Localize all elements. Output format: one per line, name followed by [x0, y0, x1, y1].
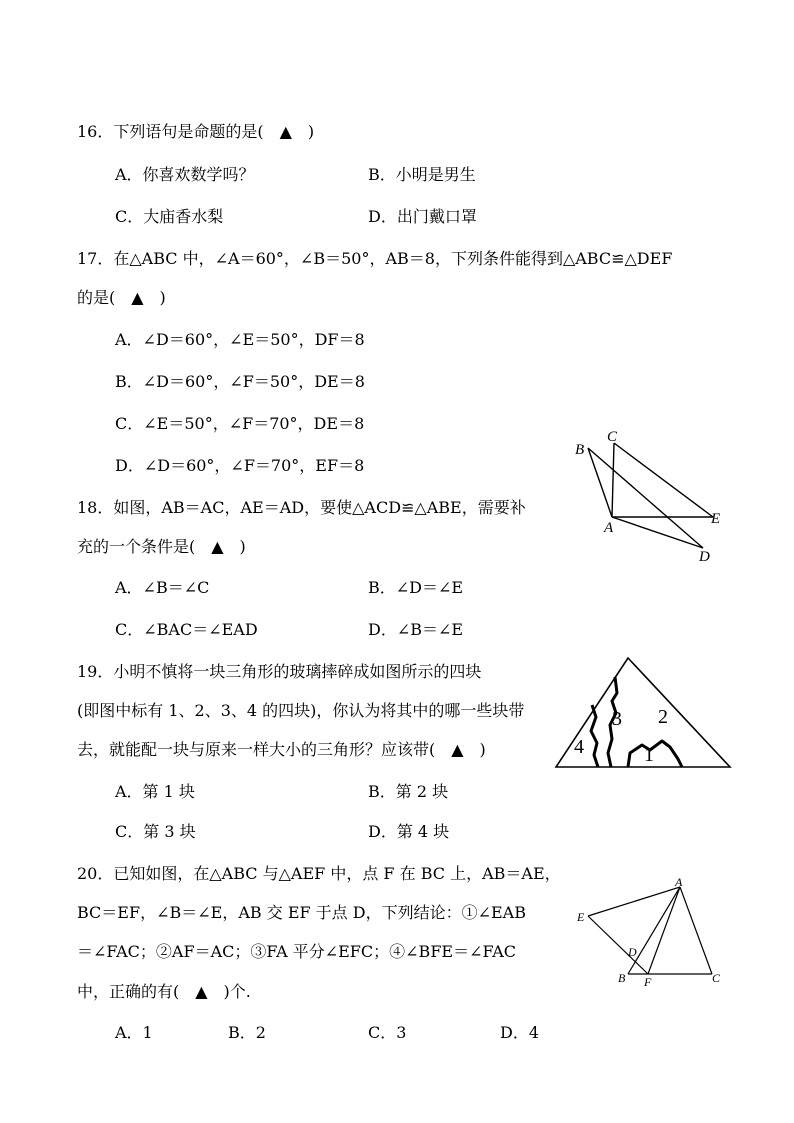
q20-option-c: C．3 [368, 1023, 407, 1042]
q16-option-c: C．大庙香水梨 [115, 207, 224, 226]
q17-option-b: B．∠D＝60°，∠F＝50°，DE＝8 [115, 372, 365, 391]
q18-label-e: E [711, 511, 721, 527]
q19-option-c: C．第 3 块 [115, 822, 196, 841]
q18-stem-line2: 充的一个条件是( ▲ ) [77, 537, 246, 556]
q19-label-3: 3 [612, 708, 622, 730]
q19-crack-bottom [628, 741, 682, 767]
q19-crack-right [591, 705, 598, 767]
q20-stem-line1: 20．已知如图，在△ABC 与△AEF 中，点 F 在 BC 上，AB＝AE， [77, 864, 561, 883]
q20-figure [574, 876, 734, 988]
q18-option-a: A．∠B＝∠C [115, 578, 210, 597]
q18-seg-ac [612, 443, 614, 517]
q18-seg-ad [612, 517, 703, 548]
q20-seg-ae [588, 887, 680, 916]
q20-label-a: A [675, 875, 683, 889]
q18-stem-line1: 18．如图，AB＝AC，AE＝AD，要使△ACD≌△ABE，需要补 [77, 498, 526, 517]
q18-label-b: B [575, 442, 585, 458]
q19-figure [554, 655, 734, 770]
q16-option-a: A．你喜欢数学吗？ [115, 165, 255, 184]
q18-label-a: A [604, 520, 614, 536]
q16-option-b: B．小明是男生 [368, 165, 476, 184]
q20-stem-line2: BC＝EF，∠B＝∠E，AB 交 EF 于点 D，下列结论：①∠EAB [77, 903, 526, 922]
q18-option-d: D．∠B＝∠E [368, 620, 464, 639]
q20-label-f: F [644, 975, 652, 989]
q20-stem-line3: ＝∠FAC；②AF＝AC；③FA 平分∠EFC；④∠BFE＝∠FAC [77, 942, 517, 961]
q19-stem-line1: 19．小明不慎将一块三角形的玻璃摔碎成如图所示的四块 [77, 662, 482, 681]
q17-option-a: A．∠D＝60°，∠E＝50°，DF＝8 [115, 330, 365, 349]
q19-option-d: D．第 4 块 [368, 822, 450, 841]
q20-seg-ab [628, 887, 680, 974]
q17-stem-line1: 17．在△ABC 中，∠A＝60°，∠B＝50°，AB＝8，下列条件能得到△ABC≌△DEF [77, 249, 673, 268]
q19-label-4: 4 [574, 736, 584, 758]
q20-label-e: E [577, 910, 585, 924]
q20-option-a: A．1 [115, 1023, 153, 1042]
q16-stem: 16．下列语句是命题的是( ▲ ) [77, 122, 315, 141]
q17-stem-line2: 的是( ▲ ) [77, 288, 166, 307]
q18-option-b: B．∠D＝∠E [368, 578, 464, 597]
q20-seg-ac [680, 887, 712, 974]
q20-label-d: D [628, 945, 637, 959]
q19-stem-line2: (即图中标有 1、2、3、4 的四块)，你认为将其中的哪一些块带 [77, 701, 525, 720]
q20-seg-ef [588, 916, 648, 974]
q17-option-c: C．∠E＝50°，∠F＝70°，DE＝8 [115, 414, 365, 433]
q19-label-1: 1 [644, 744, 654, 766]
q20-stem-line4: 中，正确的有( ▲ )个. [77, 982, 251, 1001]
q19-option-a: A．第 1 块 [115, 782, 195, 801]
q18-label-d: D [699, 549, 710, 565]
q20-label-c: C [712, 971, 721, 985]
q19-label-2: 2 [658, 706, 668, 728]
q20-option-b: B．2 [228, 1023, 266, 1042]
q18-label-c: C [607, 429, 618, 445]
q20-option-d: D．4 [500, 1023, 540, 1042]
q18-option-c: C．∠BAC＝∠EAD [115, 620, 258, 639]
q20-seg-af [648, 887, 680, 974]
q17-option-d: D．∠D＝60°，∠F＝70°，EF＝8 [115, 456, 365, 475]
q18-seg-ce [614, 443, 713, 517]
q18-figure [568, 428, 748, 568]
q19-stem-line3: 去，就能配一块与原来一样大小的三角形？应该带( ▲ ) [77, 740, 486, 759]
q16-option-d: D．出门戴口罩 [368, 207, 477, 226]
q19-option-b: B．第 2 块 [368, 782, 449, 801]
q20-label-b: B [618, 971, 626, 985]
